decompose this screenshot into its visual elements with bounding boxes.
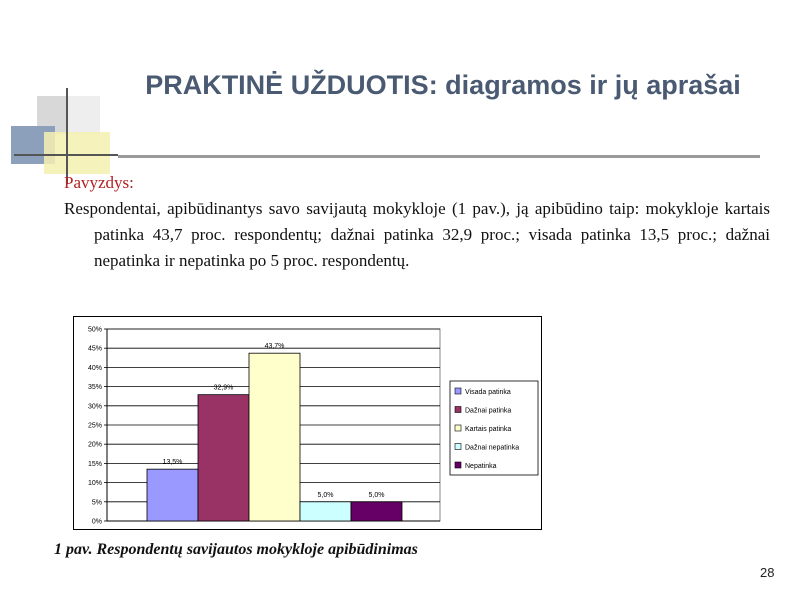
example-heading: Pavyzdys: — [64, 173, 134, 192]
title-divider — [118, 155, 760, 158]
decor-square-light — [66, 96, 100, 134]
decor-line-horizontal — [14, 154, 118, 156]
y-tick-label: 5% — [91, 499, 102, 507]
y-tick-label: 45% — [87, 345, 102, 353]
y-tick-label: 0% — [91, 518, 102, 526]
data-label: 5,0% — [317, 491, 334, 499]
bar — [249, 353, 300, 521]
bar — [147, 469, 198, 521]
legend-swatch — [455, 444, 461, 450]
bar — [198, 395, 249, 521]
y-tick-label: 15% — [87, 460, 102, 468]
data-label: 43,7% — [264, 343, 285, 351]
y-tick-label: 10% — [87, 480, 102, 488]
decor-line-vertical — [66, 88, 68, 184]
bar-chart — [74, 317, 541, 529]
legend-label: Dažnai patinka — [465, 407, 512, 415]
chart-frame — [73, 316, 542, 530]
legend-swatch — [455, 425, 461, 431]
page-number: 28 — [760, 565, 775, 580]
y-tick-label: 35% — [87, 384, 102, 392]
legend-swatch — [455, 388, 461, 394]
y-tick-label: 50% — [87, 326, 102, 334]
y-tick-label: 40% — [87, 364, 102, 372]
slide-title: PRAKTINĖ UŽDUOTIS: diagramos ir jų aprašai — [145, 70, 741, 100]
legend-swatch — [455, 407, 461, 413]
body-paragraph: Respondentai, apibūdinantys savo savijautą mokykloje (1 pav.), ją apibūdino taip: mokykloje kartais patinka 43,7 proc. respondentų; dažnai patinka 32,9 proc.; visada patinka 13,5 proc.; dažnai nepatinka ir nepatinka po 5 proc. respondentų. — [64, 199, 770, 270]
y-tick-label: 20% — [87, 441, 102, 449]
figure-caption: 1 pav. Respondentų savijautos mokykloje apibūdinimas — [54, 541, 418, 558]
legend-label: Nepatinka — [465, 463, 497, 470]
legend-label: Visada patinka — [465, 389, 511, 396]
legend-label: Dažnai nepatinka — [465, 444, 520, 452]
data-label: 32,9% — [213, 384, 234, 392]
y-tick-label: 25% — [87, 422, 102, 430]
y-tick-label: 30% — [87, 403, 102, 411]
legend-swatch — [455, 462, 461, 468]
bar — [351, 502, 402, 521]
data-label: 13,5% — [162, 459, 183, 467]
legend-label: Kartais patinka — [465, 426, 512, 433]
bar — [300, 502, 351, 521]
decor-square-yellow — [44, 132, 110, 174]
data-label: 5,0% — [368, 491, 385, 499]
